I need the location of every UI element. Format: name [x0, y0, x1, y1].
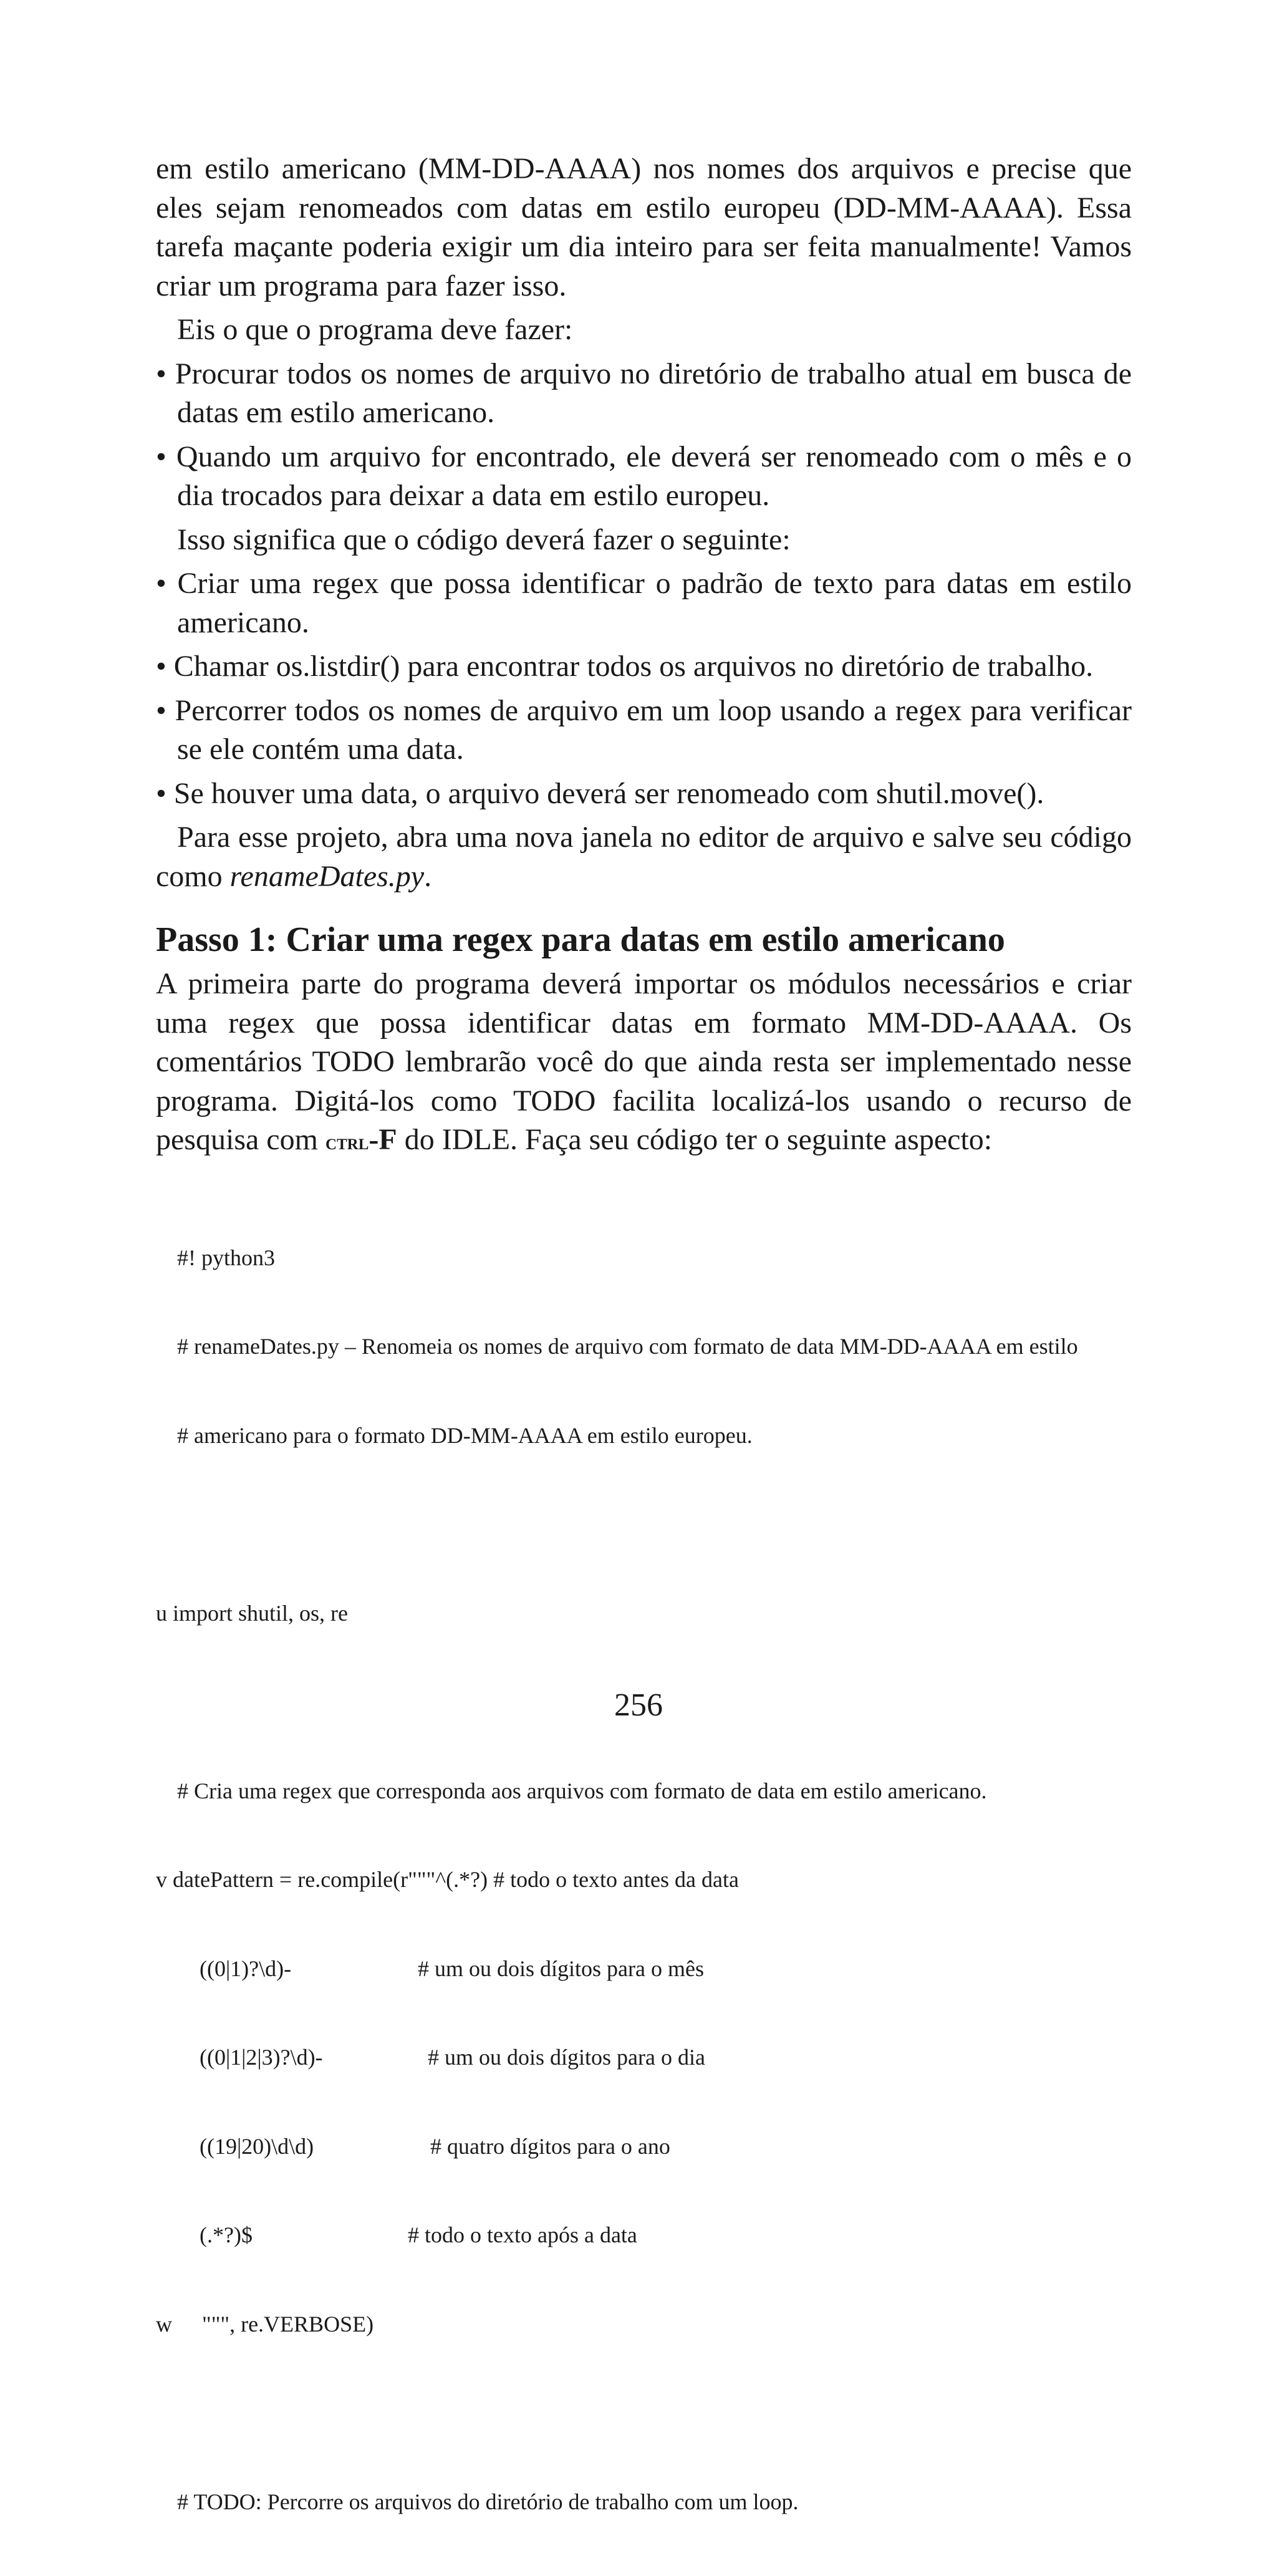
- code-line: # Cria uma regex que corresponda aos arquivos com formato de data em estilo americano.: [156, 1777, 1132, 1807]
- page-number: 256: [0, 1687, 1277, 1724]
- bullet-item: • Chamar os.listdir() para encontrar todos os arquivos no diretório de trabalho.: [156, 647, 1132, 687]
- step1-text-end: do IDLE. Faça seu código ter o seguinte aspecto:: [397, 1123, 992, 1156]
- project-text: Para esse projeto, abra uma nova janela no editor de arquivo e salve seu código como: [156, 821, 1132, 893]
- step1-paragraph: [156, 965, 1132, 1162]
- bullet-item: • Se houver uma data, o arquivo deverá ser renomeado com shutil.move().: [156, 774, 1132, 814]
- code-line: # renameDates.py – Renomeia os nomes de arquivo com formato de data MM-DD-AAAA em estilo: [156, 1332, 1132, 1362]
- code-listing: [156, 1184, 1132, 2576]
- bullet-item: • Percorrer todos os nomes de arquivo em um loop usando a regex para verificar se ele contém uma data.: [156, 692, 1132, 769]
- program-should-paragraph: Eis o que o programa deve fazer:: [156, 311, 1132, 350]
- code-comment: # quatro dígitos para o ano: [430, 2132, 670, 2162]
- code-line: #! python3: [156, 1243, 1132, 1273]
- code-line: # americano para o formato DD-MM-AAAA em estilo europeu.: [156, 1421, 1132, 1451]
- code-line: v datePattern = re.compile(r"""^(.*?) # todo o texto antes da data: [156, 1865, 1132, 1895]
- code-text: (.*?)$: [200, 2222, 253, 2247]
- code-line: [156, 2221, 1132, 2250]
- ctrl-key: ctrl: [325, 1129, 369, 1154]
- project-text-end: .: [424, 860, 431, 893]
- code-marker: w: [156, 2312, 172, 2337]
- project-paragraph: [156, 818, 1132, 896]
- code-line: u import shutil, os, re: [156, 1599, 1132, 1629]
- code-comment: # todo o texto após a data: [408, 2221, 637, 2250]
- code-text: ((19|20)\d\d): [200, 2134, 314, 2159]
- code-line: # TODO: Percorre os arquivos do diretório de trabalho com um loop.: [156, 2487, 1132, 2517]
- section-heading: Passo 1: Criar uma regex para datas em estilo americano: [156, 917, 1132, 962]
- code-text: ((0|1)?\d)-: [200, 1956, 291, 1981]
- bullet-item: • Procurar todos os nomes de arquivo no diretório de trabalho atual em busca de datas em estilo americano.: [156, 355, 1132, 433]
- code-text: """, re.VERBOSE): [202, 2310, 373, 2340]
- code-line: [156, 2310, 1132, 2340]
- code-line: [156, 2132, 1132, 2162]
- step1-text: A primeira parte do programa deverá importar os módulos necessários e criar uma regex que possa identificar datas em formato MM-DD-AAAA. Os comentários TODO lembrarão você do que ainda resta ser implementado nesse programa. Digitá-los como TODO facilita localizá-los usando o recurso de pesquisa com: [156, 967, 1132, 1156]
- page-body: [156, 150, 1132, 2576]
- bullet-item: • Quando um arquivo for encontrado, ele deverá ser renomeado com o mês e o dia trocados para deixar a data em estilo europeu.: [156, 438, 1132, 516]
- f-key: -F: [369, 1123, 397, 1156]
- code-text: ((0|1|2|3)?\d)-: [200, 2045, 323, 2070]
- code-blank-line: [156, 2398, 1132, 2428]
- code-line: [156, 2043, 1132, 2073]
- code-comment: # um ou dois dígitos para o dia: [428, 2043, 705, 2073]
- code-blank-line: [156, 1510, 1132, 1540]
- project-filename: renameDates.py: [230, 860, 424, 893]
- code-line: [156, 1954, 1132, 1984]
- code-comment: # um ou dois dígitos para o mês: [418, 1954, 704, 1984]
- intro-paragraph: em estilo americano (MM-DD-AAAA) nos nomes dos arquivos e precise que eles sejam renomeados com datas em estilo europeu (DD-MM-AAAA). Essa tarefa maçante poderia exigir um dia inteiro para ser feita manualmente! Vamos criar um programa para fazer isso.: [156, 150, 1132, 306]
- bullet-item: • Criar uma regex que possa identificar o padrão de texto para datas em estilo americano.: [156, 564, 1132, 642]
- code-should-paragraph: Isso significa que o código deverá fazer o seguinte:: [156, 521, 1132, 560]
